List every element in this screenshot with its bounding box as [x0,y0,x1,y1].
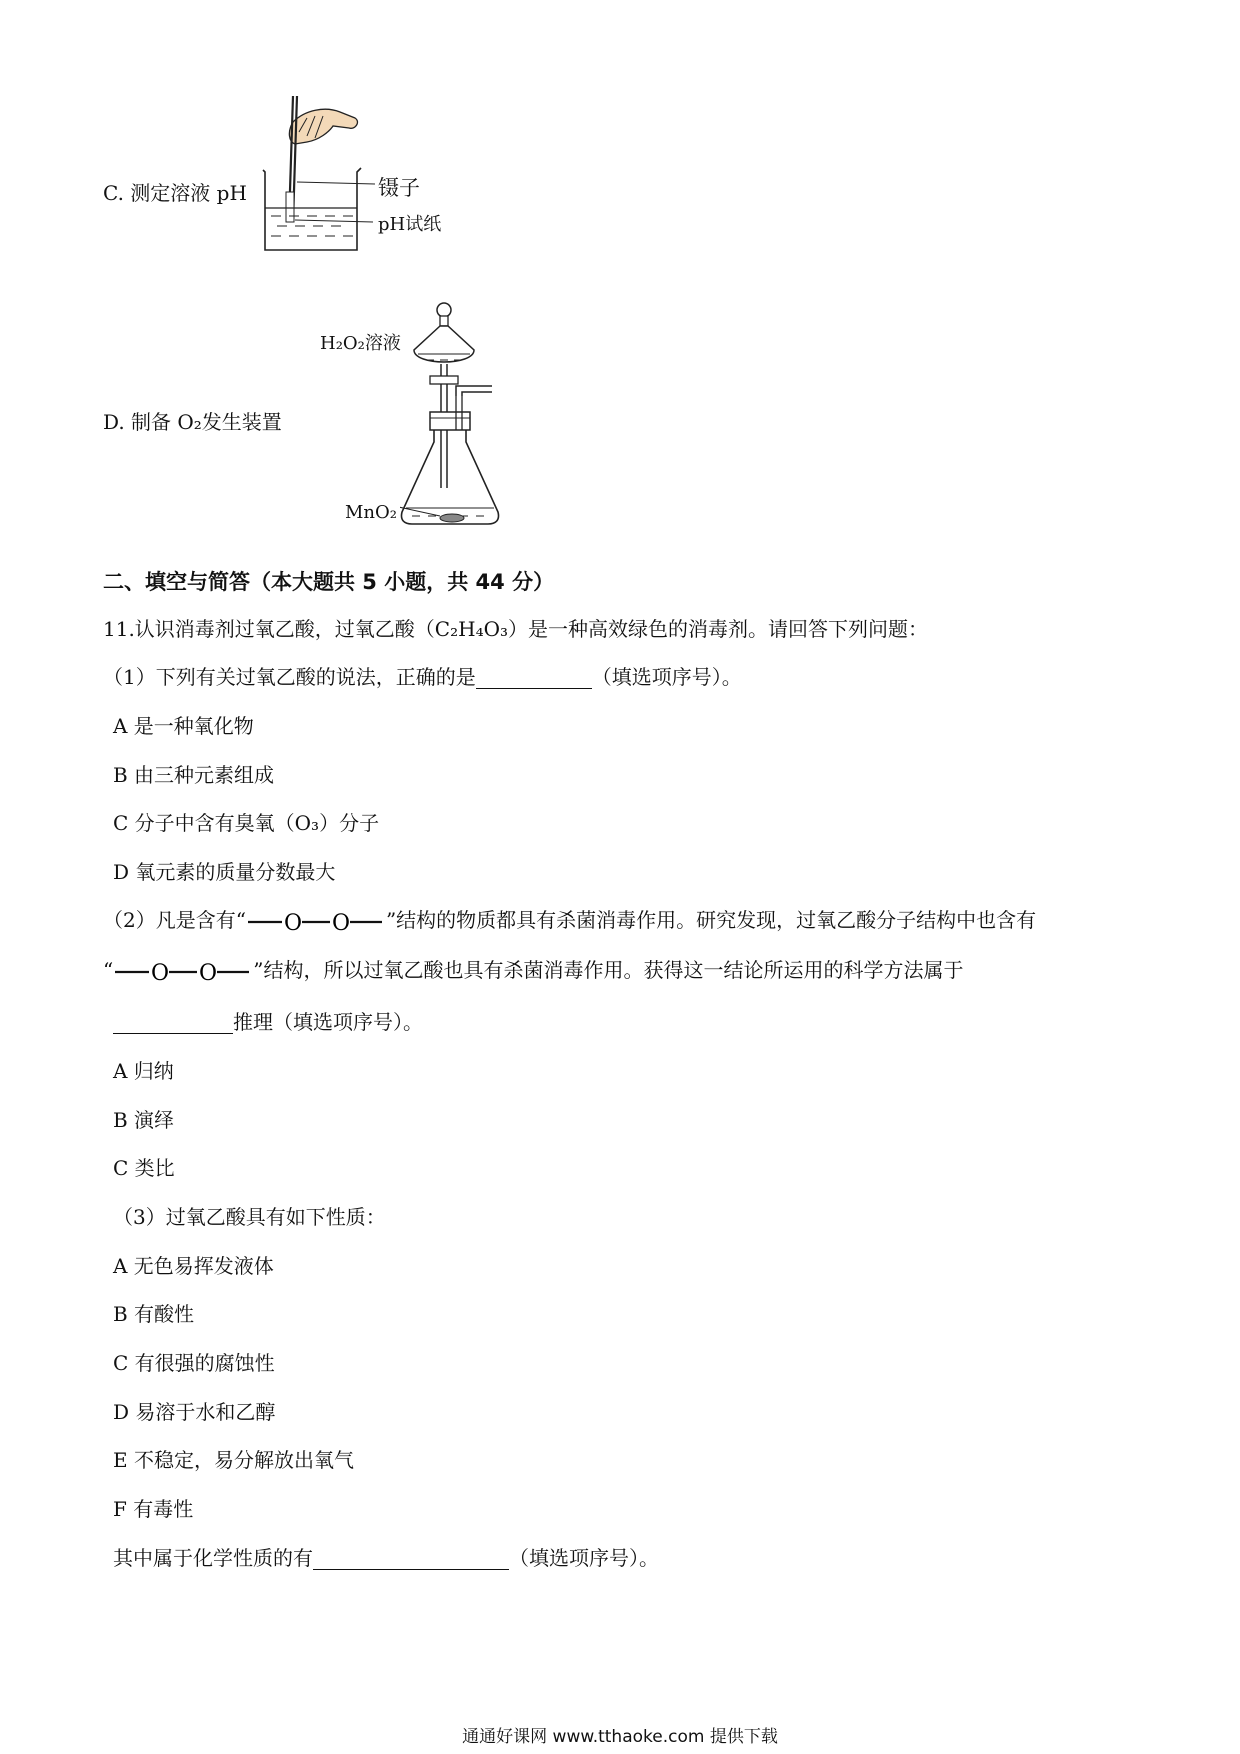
page-footer: 通通好课网 www.tthaoke.com 提供下载 [462,1727,778,1747]
q11-part2-line1 [103,908,1036,935]
ph-paper-label: pH试纸 [378,214,442,235]
q11-part1 [103,665,742,689]
q11-part1-after: （填选项序号）。 [591,665,742,689]
peroxide-structure-2 [113,959,253,985]
q11-part2-line3 [113,1010,423,1034]
section-title: 二、填空与简答（本大题共 5 小题，共 44 分） [103,570,555,594]
q11-p3-option-c: C 有很强的腐蚀性 [113,1351,275,1375]
q11-part1-before: （1）下列有关过氧乙酸的说法，正确的是 [103,665,476,689]
q11-p1-option-d: D 氧元素的质量分数最大 [113,860,336,884]
mno2-label: MnO₂ [345,502,397,523]
q11-part3-tail [113,1546,659,1570]
answer-blank-2[interactable] [113,1013,233,1034]
q11-part2-line1-b: ”结构的物质都具有杀菌消毒作用。研究发现，过氧乙酸分子结构中也含有 [385,908,1037,932]
o2-apparatus-illustration [400,300,510,538]
answer-blank-1[interactable] [476,668,592,689]
q11-part2-line3-after: 推理（填选项序号）。 [233,1010,423,1034]
h2o2-label: H₂O₂溶液 [320,333,401,354]
q11-p3-option-e: E 不稳定，易分解放出氧气 [113,1448,354,1472]
peroxide-structure-1 [246,909,386,935]
q11-p1-option-b: B 由三种元素组成 [113,763,275,787]
option-d-label: D. 制备 O₂发生装置 [103,410,282,434]
q11-part2-line2-a: “ [103,958,114,982]
q11-p3-option-f: F 有毒性 [113,1497,194,1521]
q11-p3-option-d: D 易溶于水和乙醇 [113,1400,276,1424]
q11-part3-tail-before: 其中属于化学性质的有 [113,1546,313,1570]
q11-p1-option-c: C 分子中含有臭氧（O₃）分子 [113,811,380,835]
struct-atom-1: O [283,910,302,935]
q11-p3-option-a: A 无色易挥发液体 [113,1254,274,1278]
q11-p2-option-b: B 演绎 [113,1108,175,1132]
struct-atom-4: O [199,960,218,985]
q11-p1-option-a: A 是一种氧化物 [113,714,254,738]
q11-p2-option-c: C 类比 [113,1156,175,1180]
q11-part2-line2 [103,958,963,985]
q11-part2-line2-b: ”结构，所以过氧乙酸也具有杀菌消毒作用。获得这一结论所运用的科学方法属于 [253,958,964,982]
tweezers-label: 镊子 [378,176,420,200]
q11-part2-line1-a: （2）凡是含有“ [103,908,246,932]
q11-part3-intro: （3）过氧乙酸具有如下性质： [113,1205,386,1229]
struct-atom-3: O [151,960,170,985]
q11-stem: 11.认识消毒剂过氧乙酸，过氧乙酸（C₂H₄O₃）是一种高效绿色的消毒剂。请回答下列问题： [103,617,928,641]
q11-part3-tail-after: （填选项序号）。 [509,1546,659,1570]
option-c-label: C. 测定溶液 pH [103,181,247,205]
q11-p3-option-b: B 有酸性 [113,1302,195,1326]
q11-p2-option-a: A 归纳 [113,1059,174,1083]
struct-atom-2: O [331,910,350,935]
answer-blank-3[interactable] [313,1549,509,1570]
